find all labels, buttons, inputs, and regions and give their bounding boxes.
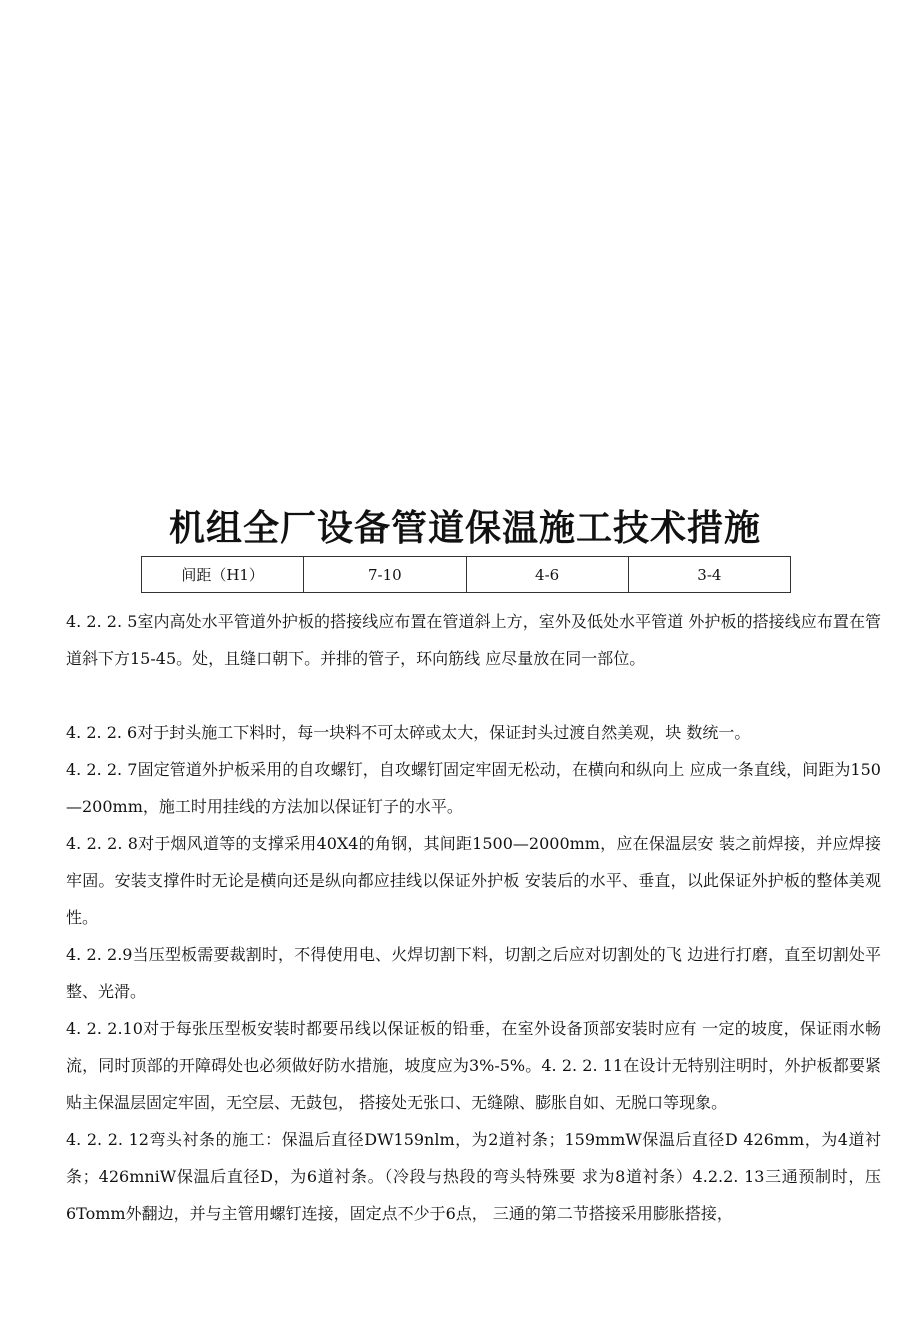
table-cell: 间距（H1） xyxy=(142,557,304,593)
paragraph: 4. 2. 2. 5室内高处水平管道外护板的搭接线应布置在管道斜上方，室外及低处水平管道 外护板的搭接线应布置在管道斜下方15-45。处，且缝口朝下。并排的管子，环向筋线 应尽量放在同一部位。 xyxy=(66,612,881,668)
paragraph: 4. 2. 2. 8对于烟风道等的支撑采用40X4的角钢，其间距1500—2000mm，应在保温层安 装之前焊接，并应焊接牢固。安装支撑件时无论是横向还是纵向都应挂线以保证外护板 安装后的水平、垂直，以此保证外护板的整体美观性。 xyxy=(66,834,881,927)
paragraph: 4. 2. 2. 12弯头衬条的施工：保温后直径DW159nlm，为2道衬条；159mmW保温后直径D 426mm，为4道衬条；426mniW保温后直径D，为6道衬条。（冷段与热段的弯头特殊要 求为8道衬条）4.2.2. 13三通预制时，压6Tomm外翻边，并与主管用螺钉连接，固定点不少于6点， 三通的第二节搭接采用膨胀搭接， xyxy=(66,1130,881,1223)
body-text xyxy=(66,603,881,1232)
paragraph: 4. 2. 2.10对于每张压型板安装时都要吊线以保证板的铅垂，在室外设备顶部安装时应有 一定的坡度，保证雨水畅流，同时顶部的开障碍处也必须做好防水措施，坡度应为3%-5%。4. 2. 2. 11在设计无特别注明时，外护板都要紧贴主保温层固定牢固，无空层、无鼓包， 搭接处无张口、无缝隙、膨胀自如、无脱口等现象。 xyxy=(66,1019,881,1112)
table-row xyxy=(142,557,791,593)
table-cell: 4-6 xyxy=(466,557,628,593)
table-cell: 7-10 xyxy=(304,557,466,593)
paragraph: 4. 2. 2. 7固定管道外护板采用的自攻螺钉，自攻螺钉固定牢固无松动，在横向和纵向上 应成一条直线，间距为150—200mm，施工时用挂线的方法加以保证钉子的水平。 xyxy=(66,760,881,816)
spacing-table xyxy=(141,556,791,593)
table-cell: 3-4 xyxy=(628,557,790,593)
paragraph: 4. 2. 2.9当压型板需要裁割时，不得使用电、火焊切割下料，切割之后应对切割处的飞 边进行打磨，直至切割处平整、光滑。 xyxy=(66,945,881,1001)
page-title: 机组全厂设备管道保温施工技术措施 xyxy=(168,508,761,549)
paragraph: 4. 2. 2. 6对于封头施工下料时，每一块料不可太碎或太大，保证封头过渡自然美观，块 数统一。 xyxy=(66,723,751,742)
